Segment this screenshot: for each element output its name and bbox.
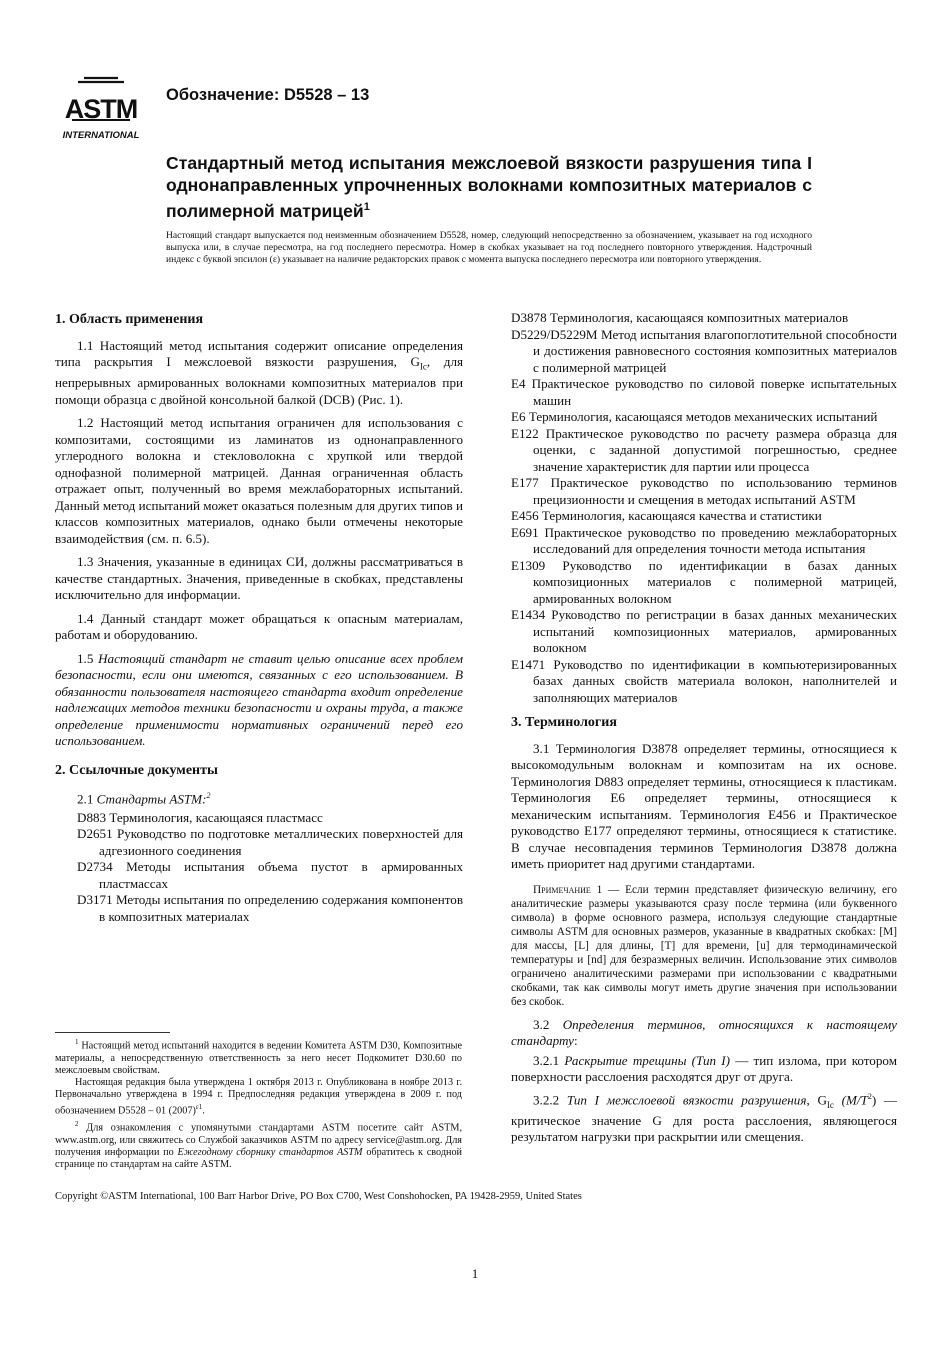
para-3-2-2-num: 3.2.2 xyxy=(533,1091,567,1107)
list-item: E1309 Руководство по идентификации в базах данных композиционных материалов с полимерной матрицей, армированных волокном xyxy=(511,557,897,606)
copyright: Copyright ©ASTM International, 100 Barr Harbor Drive, PO Box C700, West Conshohocken, PA 19428-2959, United States xyxy=(55,1191,582,1202)
title-text: Стандартный метод испытания межслоевой вязкости разрушения типа I однонаправленных упрочненных волокнами композитных материалов с полимерной матрицей xyxy=(166,153,812,221)
document-title xyxy=(166,152,812,222)
para-3-2-text: Определения терминов, относящихся к настоящему стандарту xyxy=(511,1016,897,1048)
footnote-2-end: обратитесь к сводной странице по стандартам на сайте ASTM. xyxy=(55,1146,463,1170)
para-2-1-fn: 2 xyxy=(206,791,211,801)
list-item: E177 Практическое руководство по использованию терминов прецизионности и смещения в методах испытаний ASTM xyxy=(511,475,897,507)
para-3-2-2-text: ) — критическое значение G для роста расслоения, являющегося результатом нагрузки при раскрытии или смещения. xyxy=(511,1091,897,1145)
para-3-2-2-term: Тип I межслоевой вязкости разрушения xyxy=(566,1091,807,1107)
para-1-1-sub: Ic xyxy=(419,361,427,372)
para-3-2-2-unit: (M/T xyxy=(833,1091,868,1107)
para-3-2: 3.2 Определения терминов, относящихся к настоящему стандарту: xyxy=(511,1016,897,1048)
refs-left xyxy=(55,810,463,926)
para-1-5 xyxy=(55,651,463,750)
section2-heading: 2. Ссылочные документы xyxy=(55,762,218,778)
right-column xyxy=(511,310,897,1153)
para-3-1: 3.1 Терминология D3878 определяет термины, относящиеся к высокомодульным волокнам и композитам на их основе. Терминология D883 определяет термины, относящиеся к пластикам. Терминология E6 определяет термины, относящиеся к механическим испытаниям. Терминология E456 и Практическое руководство E177 определяют термины, относящиеся к статистике. В случае несовпадения терминов Терминология D3878 должна иметь приоритет над другими стандартами. xyxy=(511,740,897,871)
para-3-2-2-sub: Ic xyxy=(826,1099,834,1110)
footnote-2-text: Для ознакомления с упомянутыми стандартами ASTM посетите сайт ASTM, www.astm.org, или свяжитесь со Службой заказчиков ASTM по адресу service@astm.org. Для получения информации по xyxy=(55,1122,462,1158)
footnote-2-italic: Ежегодному сборнику стандартов ASTM xyxy=(177,1146,363,1158)
list-item: E456 Терминология, касающаяся качества и статистики xyxy=(511,508,822,523)
footnote-1b-sup: ε1 xyxy=(195,1103,203,1112)
footnote-2-mark: 2 xyxy=(75,1120,79,1128)
para-2-1-text: Стандарты ASTM: xyxy=(96,791,207,807)
note-1-label: Примечание 1 xyxy=(533,883,603,896)
para-1-2: 1.2 Настоящий метод испытания ограничен для использования с композитами, состоящими из ламинатов из однонаправленного углеродного волокна и стекловолокна с хрупкой или твердой однофазной полимерной матрицей. Данная ограниченная область отражает опыт, полученный во время межлабораторных испытаний. Данный метод испытаний может оказаться полезным для других типов и классов композитных материалов, однако были отмечены некоторые взаимодействия (см. п. 6.5). xyxy=(55,415,463,546)
para-2-1-num: 2.1 xyxy=(77,791,97,807)
para-3-2-2-g: , G xyxy=(806,1091,827,1107)
footnote-1b: Настоящая редакция была утверждена 1 октября 2013 г. Опубликована в ноябре 2013 г. Первоначально утверждена в 1994 г. Предпоследняя редакция утверждена в 2009 г. под обозначением D5528 – 01 $(2007)^{\varepsilon 1}$. xyxy=(55,1077,462,1117)
para-3-2-1-text: — тип излома, при котором поверхности расслоения расходятся друг от друга. xyxy=(511,1052,897,1084)
list-item: E1434 Руководство по регистрации в базах данных механических испытаний композиционных материалов, армированных волокном xyxy=(511,607,897,655)
list-item: E4 Практическое руководство по силовой поверке испытательных машин xyxy=(511,376,897,408)
para-3-2-num: 3.2 xyxy=(533,1016,563,1032)
footnote-1-text: Настоящий метод испытаний находится в ведении Комитета ASTM D30, Композитные материалы, а непосредственную ответственность за него несет Подкомитет D30.60 по межслоевым свойствам. xyxy=(55,1040,462,1076)
list-item: D3878 Терминология, касающаяся композитных материалов xyxy=(511,310,849,325)
footnote-1-mark: 1 xyxy=(75,1038,79,1046)
footnote-1b-text: Настоящая редакция была утверждена 1 октября 2013 г. Опубликована в ноябре 2013 г. Первоначально утверждена в 1994 г. Предпоследняя редакция утверждена в 2009 г. под обозначением D5528 – 01 (2007) xyxy=(55,1077,462,1117)
para-1-1-text: 1.1 Настоящий метод испытания содержит описание определения типа раскрытия I межслоевой вязкости разрушения, G xyxy=(55,337,463,369)
para-3-2-1 xyxy=(511,1053,897,1086)
footnotes xyxy=(55,1036,462,1171)
note-1 xyxy=(511,883,897,1009)
section3-heading: 3. Терминология xyxy=(511,715,617,730)
para-2-1 xyxy=(55,788,463,808)
para-1-3: 1.3 Значения, указанные в единицах СИ, должны рассматриваться в качестве стандартных. Значения, приведенные в скобках, представлены исключительно для информации. xyxy=(55,554,463,603)
designation: Обозначение: D5528 – 13 xyxy=(166,86,370,104)
astm-logo xyxy=(58,76,144,146)
list-item: E691 Практическое руководство по проведению межлабораторных исследований для определения точности метода испытания xyxy=(511,524,897,556)
list-item: D883 Терминология, касающаяся пластмасс xyxy=(77,809,323,825)
note-1-text: — Если термин представляет физическую величину, его аналитические размеры указываются сразу после термина (или буквенного символа) в форме основного размера, используя следующие стандартные символы ASTM для основных размеров, указанные в квадратных скобках: [M] для массы, [L] для длины, [T] для времени, [u] для термодинамической температуры и [nd] для безразмерных величин. Использование этих символов ограничено аналитическими размерами при использовании с квадратными скобками, так как символы могут иметь другие значения при использовании без скобок. xyxy=(511,883,897,1008)
list-item: E1471 Руководство по идентификации в компьютеризированных базах данных свойств материала волокон, наполнителей и заполняющих материалов xyxy=(511,656,897,705)
para-3-2-2 xyxy=(511,1089,897,1146)
page-number: 1 xyxy=(471,1266,479,1281)
title-footnote-mark: 1 xyxy=(363,201,370,213)
logo-subtext: INTERNATIONAL xyxy=(62,130,140,141)
list-item: D2734 Методы испытания объема пустот в армированных пластмассах xyxy=(77,859,463,891)
para-3-2-1-num: 3.2.1 xyxy=(533,1052,565,1068)
para-1-1-end: , для непрерывных армированных волокнами композитных материалов при помощи образца с двойной консольной балкой (DCB) (Рис. 1). xyxy=(55,354,464,407)
list-item: D2651 Руководство по подготовке металлических поверхностей для адгезионного соединения xyxy=(77,826,463,858)
footnote-rule xyxy=(55,1032,170,1033)
intro-note: Настоящий стандарт выпускается под неизменным обозначением D5528, номер, следующий непосредственно за обозначением, указывает на год исходного выпуска или, в случае пересмотра, на год последнего пересмотра. Номер в скобках указывает на год последнего повторного утверждения. Надстрочный индекс с буквой эпсилон (ε) указывает на наличие редакторских правок с момента выпуска последнего пересмотра или повторного утверждения. xyxy=(166,230,812,265)
footnote-1 xyxy=(55,1036,462,1077)
footnote-2 xyxy=(55,1118,462,1171)
list-item: D3171 Методы испытания по определению содержания компонентов в композитных материалах xyxy=(77,892,463,924)
list-item: E122 Практическое руководство по расчету размера образца для оценки, с заданной допустимой погрешностью, среднее значение характеристик для партии или процесса xyxy=(511,425,897,474)
para-1-4: 1.4 Данный стандарт может обращаться к опасным материалам, работам и оборудованию. xyxy=(55,610,463,643)
para-3-2-2-unit-sup: 2 xyxy=(867,1091,872,1101)
para-1-1 xyxy=(55,338,463,409)
section1-heading: 1. Область применения xyxy=(55,312,204,327)
para-3-2-1-term: Раскрытие трещины (Тип I) xyxy=(564,1052,730,1068)
para-1-5-num: 1.5 xyxy=(77,650,99,666)
list-item: E6 Терминология, касающаяся методов механических испытаний xyxy=(511,409,878,424)
logo-wordmark: ASTM xyxy=(64,94,138,124)
left-column xyxy=(55,312,463,925)
para-1-5-text: Настоящий стандарт не ставит целью описание всех проблем безопасности, если они имеются, связанных с его использованием. В обязанности пользователя настоящего стандарта входит определение надлежащих методов техники безопасности и охраны труда, а также определение применимости нормативных ограничений перед его использованием. xyxy=(55,650,464,749)
refs-right xyxy=(489,310,897,706)
list-item: D5229/D5229M Метод испытания влагопоглотительной способности и достижения равновесного состояния композитных материалов с полимерной матрицей xyxy=(511,326,897,375)
